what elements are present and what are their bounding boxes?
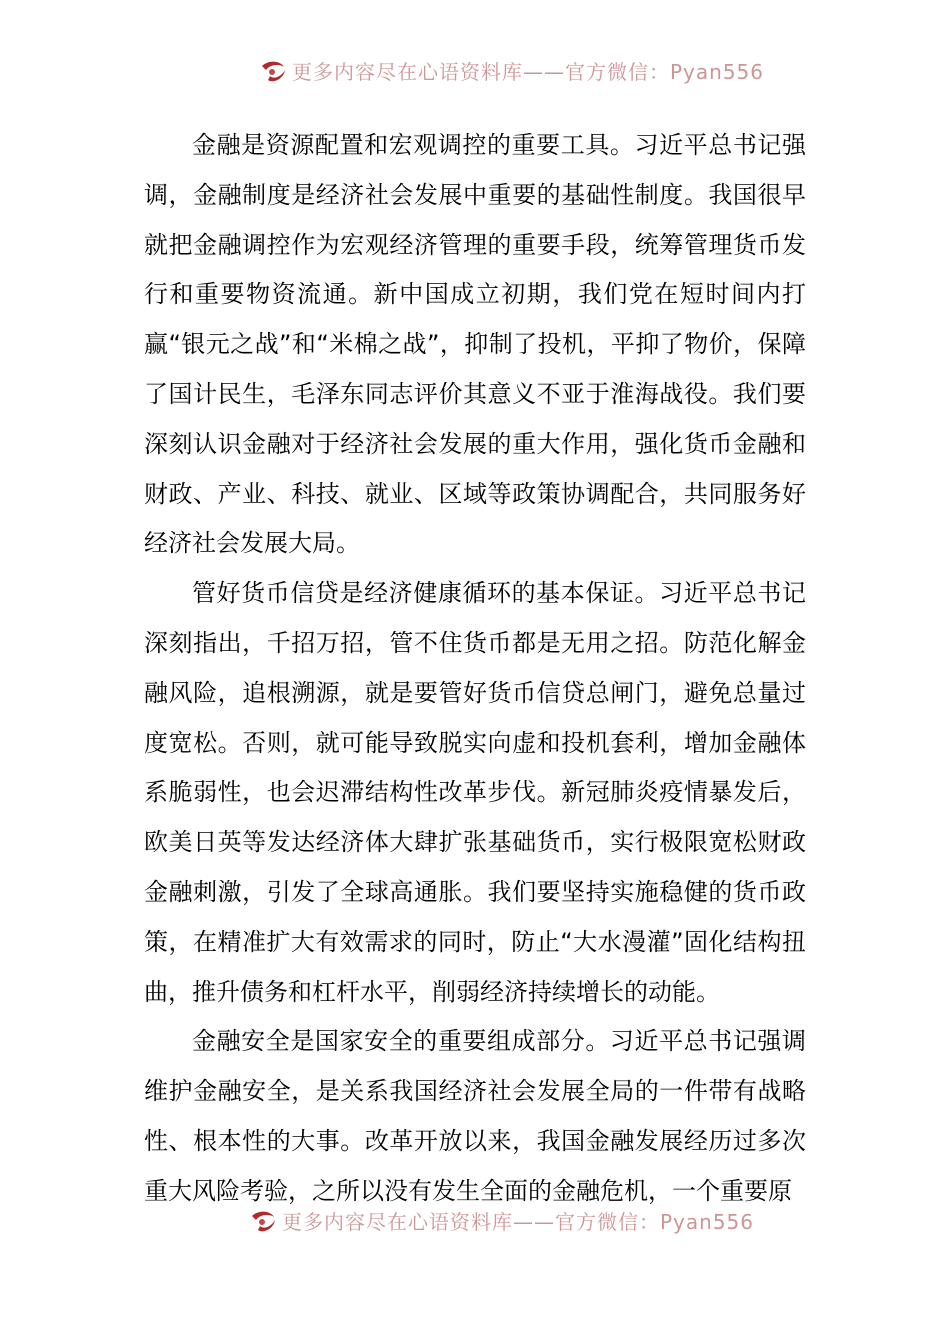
logo-icon: [248, 1208, 278, 1234]
watermark-text: 更多内容尽在心语资料库——官方微信：Pyan556: [292, 60, 765, 84]
paragraph: 金融是资源配置和宏观调控的重要工具。习近平总书记强调，金融制度是经济社会发展中重要的基础性制度。我国很早就把金融调控作为宏观经济管理的重要手段，统筹管理货币发行和重要物资流通。新中国成立初期，我们党在短时间内打赢“银元之战”和“米棉之战”，抑制了投机，平抑了物价，保障了国计民生，毛泽东同志评价其意义不亚于淮海战役。我们要深刻认识金融对于经济社会发展的重大作用，强化货币金融和财政、产业、科技、就业、区域等政策协调配合，共同服务好经济社会发展大局。: [144, 131, 806, 558]
header-watermark: [0, 56, 950, 86]
watermark-text: 更多内容尽在心语资料库——官方微信：Pyan556: [282, 1210, 755, 1234]
document-body: [144, 121, 806, 1217]
paragraph: 金融安全是国家安全的重要组成部分。习近平总书记强调维护金融安全，是关系我国经济社会发展全局的一件带有战略性、根本性的大事。改革开放以来，我国金融发展经历过多次重大风险考验，之所以没有发生全面的金融危机，一个重要原: [144, 1027, 806, 1205]
footer-watermark: [0, 1206, 950, 1236]
logo-icon: [258, 58, 288, 84]
paragraph: 管好货币信贷是经济健康循环的基本保证。习近平总书记深刻指出，千招万招，管不住货币都是无用之招。防范化解金融风险，追根溯源，就是要管好货币信贷总闸门，避免总量过度宽松。否则，就可能导致脱实向虚和投机套利，增加金融体系脆弱性，也会迟滞结构性改革步伐。新冠肺炎疫情暴发后，欧美日英等发达经济体大肆扩张基础货币，实行极限宽松财政金融刺激，引发了全球高通胀。我们要坚持实施稳健的货币政策，在精准扩大有效需求的同时，防止“大水漫灌”固化结构扭曲，推升债务和杠杆水平，削弱经济持续增长的动能。: [144, 579, 806, 1006]
